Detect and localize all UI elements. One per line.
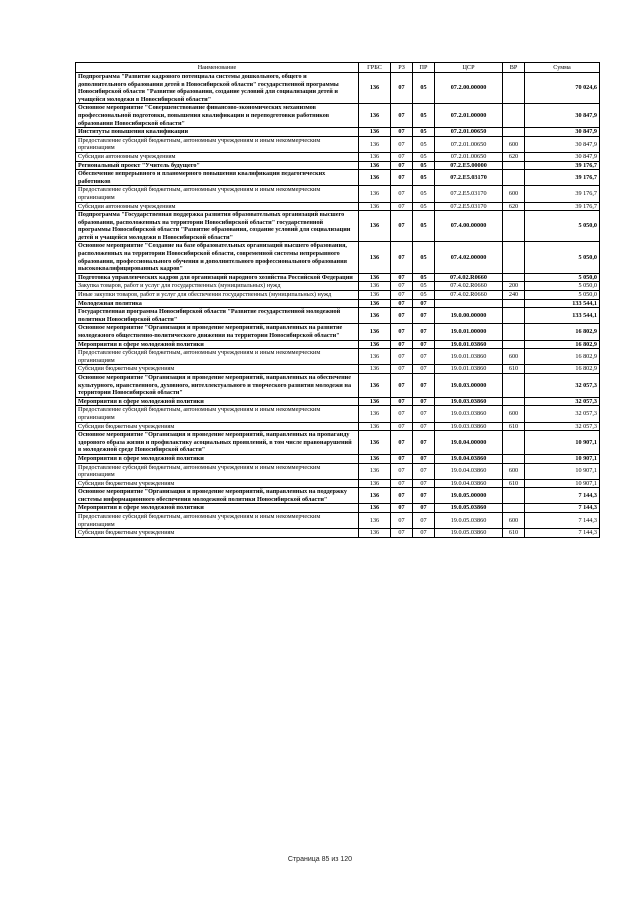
cell-name: Региональный проект "Учитель будущего" <box>76 161 359 170</box>
cell-csr: 19.0.03.03860 <box>435 406 503 422</box>
header-name: Наименование <box>76 63 359 73</box>
cell-pr: 07 <box>413 365 435 374</box>
table-row <box>76 406 600 422</box>
cell-name: Субсидии автономным учреждениям <box>76 152 359 161</box>
cell-csr: 07.4.00.00000 <box>435 211 503 242</box>
cell-csr: 07.2.E5.00000 <box>435 161 503 170</box>
cell-grbs: 136 <box>359 365 391 374</box>
table-row <box>76 211 600 242</box>
cell-grbs: 136 <box>359 128 391 137</box>
cell-vr <box>503 161 525 170</box>
cell-sum: 7 144,3 <box>525 504 600 513</box>
cell-vr <box>503 373 525 397</box>
cell-name: Субсидии бюджетным учреждениям <box>76 365 359 374</box>
cell-sum: 30 847,9 <box>525 152 600 161</box>
cell-rz: 07 <box>391 324 413 340</box>
table-row <box>76 152 600 161</box>
cell-name: Предоставление субсидий бюджетным, автономным учреждениям и иным некоммерческим организациям <box>76 186 359 202</box>
cell-name: Мероприятия в сфере молодежной политики <box>76 454 359 463</box>
cell-csr: 19.0.03.00000 <box>435 373 503 397</box>
cell-pr: 05 <box>413 186 435 202</box>
cell-vr <box>503 488 525 504</box>
cell-csr: 19.0.01.03860 <box>435 349 503 365</box>
cell-name: Иные закупки товаров, работ и услуг для обеспечения государственных (муниципальных) нужд <box>76 291 359 300</box>
cell-csr: 07.4.02.00000 <box>435 242 503 273</box>
cell-csr: 19.0.05.03860 <box>435 513 503 529</box>
cell-csr: 19.0.04.03860 <box>435 479 503 488</box>
table-row <box>76 340 600 349</box>
cell-grbs: 136 <box>359 161 391 170</box>
cell-csr: 19.0.04.03860 <box>435 463 503 479</box>
cell-pr: 07 <box>413 340 435 349</box>
cell-vr: 600 <box>503 406 525 422</box>
cell-grbs: 136 <box>359 211 391 242</box>
cell-pr: 05 <box>413 202 435 211</box>
table-row <box>76 529 600 538</box>
table-row <box>76 170 600 186</box>
cell-name: Субсидии бюджетным учреждениям <box>76 422 359 431</box>
cell-sum: 32 057,3 <box>525 397 600 406</box>
cell-name: Подпрограмма "Развитие кадрового потенциала системы дошкольного, общего и дополнительного образования детей в Новосибирской области" государственной программы Новосибирской области "Развитие образования, создание условий для социализации детей и учащейся молодежи в Новосибирской области" <box>76 73 359 104</box>
cell-sum: 32 057,3 <box>525 422 600 431</box>
cell-name: Основное мероприятие "Организация и проведение мероприятий, направленных на обеспечение культурного, нравственного, духовного, интеллектуального и творческого развития молодежи на территории Новосибирской области" <box>76 373 359 397</box>
cell-csr: 19.0.05.00000 <box>435 488 503 504</box>
cell-rz: 07 <box>391 373 413 397</box>
cell-sum: 32 057,3 <box>525 406 600 422</box>
cell-grbs: 136 <box>359 202 391 211</box>
cell-csr: 07.4.02.R0660 <box>435 291 503 300</box>
cell-vr <box>503 324 525 340</box>
cell-rz: 07 <box>391 104 413 128</box>
cell-sum: 39 176,7 <box>525 170 600 186</box>
table-row <box>76 373 600 397</box>
page-footer: Страница 85 из 120 <box>287 856 353 863</box>
cell-grbs: 136 <box>359 397 391 406</box>
cell-pr: 07 <box>413 431 435 455</box>
cell-name: Основное мероприятие "Организация и проведение мероприятий, направленных на поддержку системы информационного обеспечения молодежной политики Новосибирской области" <box>76 488 359 504</box>
cell-name: Предоставление субсидий бюджетным, автономным учреждениям и иным некоммерческим организациям <box>76 349 359 365</box>
cell-grbs: 136 <box>359 431 391 455</box>
cell-rz: 07 <box>391 504 413 513</box>
table-row <box>76 454 600 463</box>
cell-rz: 07 <box>391 211 413 242</box>
cell-name: Институты повышения квалификации <box>76 128 359 137</box>
cell-vr <box>503 340 525 349</box>
cell-csr: 07.2.01.00650 <box>435 152 503 161</box>
cell-sum: 10 907,1 <box>525 454 600 463</box>
cell-pr: 07 <box>413 513 435 529</box>
cell-pr: 07 <box>413 529 435 538</box>
cell-pr: 07 <box>413 397 435 406</box>
cell-sum: 5 050,0 <box>525 291 600 300</box>
cell-sum: 5 050,0 <box>525 242 600 273</box>
cell-sum: 133 544,1 <box>525 299 600 308</box>
cell-rz: 07 <box>391 202 413 211</box>
cell-rz: 07 <box>391 282 413 291</box>
cell-sum: 10 907,1 <box>525 431 600 455</box>
table-row <box>76 513 600 529</box>
cell-vr: 620 <box>503 202 525 211</box>
cell-pr: 07 <box>413 463 435 479</box>
cell-vr: 610 <box>503 422 525 431</box>
cell-pr: 07 <box>413 308 435 324</box>
table-row <box>76 488 600 504</box>
cell-name: Основное мероприятие "Организация и проведение мероприятий, направленных на пропаганду здорового образа жизни и профилактику асоциальных проявлений, в том числе правонарушений в молодежной среде Новосибирской области" <box>76 431 359 455</box>
cell-name: Основное мероприятие "Создание на базе образовательных организаций высшего образования, расположенных на территории Новосибирской области, современной системы непрерывного образования, профессионального обучения и дополнительного профессионального образования высококвалифицированных кадров" <box>76 242 359 273</box>
cell-grbs: 136 <box>359 273 391 282</box>
cell-rz: 07 <box>391 340 413 349</box>
cell-name: Субсидии автономным учреждениям <box>76 202 359 211</box>
table-row <box>76 73 600 104</box>
cell-vr: 600 <box>503 513 525 529</box>
table-row <box>76 299 600 308</box>
table-row <box>76 136 600 152</box>
cell-grbs: 136 <box>359 104 391 128</box>
cell-vr <box>503 431 525 455</box>
cell-grbs: 136 <box>359 340 391 349</box>
cell-pr: 07 <box>413 406 435 422</box>
cell-vr <box>503 454 525 463</box>
cell-vr <box>503 73 525 104</box>
table-row <box>76 349 600 365</box>
table-row <box>76 431 600 455</box>
cell-rz: 07 <box>391 291 413 300</box>
cell-name: Мероприятия в сфере молодежной политики <box>76 504 359 513</box>
cell-csr: 19.0.04.00000 <box>435 431 503 455</box>
cell-vr: 610 <box>503 529 525 538</box>
cell-rz: 07 <box>391 397 413 406</box>
cell-vr: 600 <box>503 463 525 479</box>
table-row <box>76 128 600 137</box>
cell-rz: 07 <box>391 299 413 308</box>
cell-sum: 133 544,1 <box>525 308 600 324</box>
table-row <box>76 186 600 202</box>
cell-sum: 16 802,9 <box>525 349 600 365</box>
cell-grbs: 136 <box>359 291 391 300</box>
cell-name: Обеспечение непрерывного и планомерного повышения квалификации педагогических работников <box>76 170 359 186</box>
table-header-row <box>76 63 600 73</box>
cell-rz: 07 <box>391 170 413 186</box>
table-row <box>76 161 600 170</box>
cell-sum: 30 847,9 <box>525 128 600 137</box>
cell-pr: 05 <box>413 291 435 300</box>
header-rz: РЗ <box>391 63 413 73</box>
cell-name: Молодежная политика <box>76 299 359 308</box>
cell-vr <box>503 273 525 282</box>
cell-sum: 30 847,9 <box>525 136 600 152</box>
cell-pr: 07 <box>413 299 435 308</box>
cell-vr <box>503 504 525 513</box>
cell-rz: 07 <box>391 161 413 170</box>
cell-name: Предоставление субсидий бюджетным, автономным учреждениям и иным некоммерческим организациям <box>76 513 359 529</box>
cell-rz: 07 <box>391 128 413 137</box>
cell-grbs: 136 <box>359 513 391 529</box>
cell-sum: 30 847,9 <box>525 104 600 128</box>
cell-csr: 19.0.01.00000 <box>435 324 503 340</box>
cell-name: Подпрограмма "Государственная поддержка развития образовательных организаций высшего образования, расположенных на территории Новосибирской области" государственной программы Новосибирской области "Развитие образования, создание условий для социализации детей и учащейся молодежи в Новосибирской области" <box>76 211 359 242</box>
cell-pr: 05 <box>413 170 435 186</box>
cell-name: Предоставление субсидий бюджетным, автономным учреждениям и иным некоммерческим организациям <box>76 136 359 152</box>
table-row <box>76 291 600 300</box>
cell-vr: 610 <box>503 479 525 488</box>
cell-rz: 07 <box>391 479 413 488</box>
cell-pr: 07 <box>413 488 435 504</box>
cell-sum: 7 144,3 <box>525 529 600 538</box>
cell-csr: 19.0.01.03860 <box>435 340 503 349</box>
table-row <box>76 273 600 282</box>
cell-sum: 16 802,9 <box>525 340 600 349</box>
cell-grbs: 136 <box>359 479 391 488</box>
cell-grbs: 136 <box>359 242 391 273</box>
cell-sum: 39 176,7 <box>525 186 600 202</box>
cell-pr: 07 <box>413 324 435 340</box>
cell-csr: 19.0.03.03860 <box>435 422 503 431</box>
cell-grbs: 136 <box>359 308 391 324</box>
cell-grbs: 136 <box>359 186 391 202</box>
cell-grbs: 136 <box>359 406 391 422</box>
cell-grbs: 136 <box>359 529 391 538</box>
cell-rz: 07 <box>391 73 413 104</box>
cell-rz: 07 <box>391 273 413 282</box>
header-pr: ПР <box>413 63 435 73</box>
cell-rz: 07 <box>391 186 413 202</box>
table-body <box>76 73 600 538</box>
cell-pr: 05 <box>413 136 435 152</box>
cell-grbs: 136 <box>359 324 391 340</box>
cell-name: Мероприятия в сфере молодежной политики <box>76 397 359 406</box>
table-row <box>76 308 600 324</box>
cell-grbs: 136 <box>359 422 391 431</box>
cell-csr: 07.2.E5.03170 <box>435 202 503 211</box>
cell-rz: 07 <box>391 463 413 479</box>
cell-csr: 07.2.01.00650 <box>435 128 503 137</box>
table-row <box>76 242 600 273</box>
cell-pr: 07 <box>413 479 435 488</box>
cell-csr: 07.4.02.R0660 <box>435 273 503 282</box>
cell-sum: 16 802,9 <box>525 324 600 340</box>
cell-vr <box>503 299 525 308</box>
cell-rz: 07 <box>391 431 413 455</box>
cell-pr: 05 <box>413 152 435 161</box>
cell-rz: 07 <box>391 152 413 161</box>
cell-csr: 19.0.04.03860 <box>435 454 503 463</box>
cell-sum: 7 144,3 <box>525 513 600 529</box>
cell-vr <box>503 211 525 242</box>
header-csr: ЦСР <box>435 63 503 73</box>
cell-pr: 05 <box>413 104 435 128</box>
cell-csr: 19.0.05.03860 <box>435 504 503 513</box>
cell-rz: 07 <box>391 406 413 422</box>
table-row <box>76 282 600 291</box>
cell-vr: 610 <box>503 365 525 374</box>
cell-name: Закупка товаров, работ и услуг для государственных (муниципальных) нужд <box>76 282 359 291</box>
cell-rz: 07 <box>391 454 413 463</box>
table-row <box>76 104 600 128</box>
cell-vr <box>503 170 525 186</box>
cell-vr <box>503 128 525 137</box>
cell-csr <box>435 299 503 308</box>
cell-sum: 7 144,3 <box>525 488 600 504</box>
cell-csr: 07.2.01.00650 <box>435 136 503 152</box>
table-row <box>76 504 600 513</box>
cell-grbs: 136 <box>359 170 391 186</box>
cell-vr: 600 <box>503 186 525 202</box>
cell-name: Подготовка управленческих кадров для организаций народного хозяйства Российской Федерации <box>76 273 359 282</box>
header-vr: ВР <box>503 63 525 73</box>
cell-name: Основное мероприятие "Совершенствование финансово-экономических механизмов профессиональной подготовки, повышения квалификации и переподготовки работников образования Новосибирской области" <box>76 104 359 128</box>
cell-pr: 05 <box>413 128 435 137</box>
cell-pr: 05 <box>413 161 435 170</box>
table-row <box>76 463 600 479</box>
cell-sum: 39 176,7 <box>525 161 600 170</box>
header-sum: Сумма <box>525 63 600 73</box>
cell-csr: 07.4.02.R0660 <box>435 282 503 291</box>
cell-rz: 07 <box>391 242 413 273</box>
cell-vr <box>503 242 525 273</box>
cell-csr: 07.2.00.00000 <box>435 73 503 104</box>
cell-vr: 600 <box>503 349 525 365</box>
cell-rz: 07 <box>391 308 413 324</box>
cell-grbs: 136 <box>359 488 391 504</box>
cell-csr: 19.0.01.03860 <box>435 365 503 374</box>
cell-pr: 05 <box>413 73 435 104</box>
cell-csr: 07.2.E5.03170 <box>435 170 503 186</box>
cell-pr: 07 <box>413 349 435 365</box>
cell-name: Субсидии бюджетным учреждениям <box>76 479 359 488</box>
cell-rz: 07 <box>391 365 413 374</box>
cell-sum: 70 024,6 <box>525 73 600 104</box>
cell-name: Субсидии бюджетным учреждениям <box>76 529 359 538</box>
cell-sum: 10 907,1 <box>525 463 600 479</box>
table-row <box>76 324 600 340</box>
cell-name: Мероприятия в сфере молодежной политики <box>76 340 359 349</box>
cell-name: Государственная программа Новосибирской области "Развитие государственной молодежной политики Новосибирской области" <box>76 308 359 324</box>
cell-pr: 05 <box>413 282 435 291</box>
cell-pr: 07 <box>413 422 435 431</box>
cell-vr: 240 <box>503 291 525 300</box>
cell-grbs: 136 <box>359 73 391 104</box>
cell-name: Предоставление субсидий бюджетным, автономным учреждениям и иным некоммерческим организациям <box>76 406 359 422</box>
cell-grbs: 136 <box>359 136 391 152</box>
budget-table <box>75 62 600 538</box>
cell-grbs: 136 <box>359 504 391 513</box>
table-row <box>76 422 600 431</box>
cell-rz: 07 <box>391 488 413 504</box>
cell-sum: 16 802,9 <box>525 365 600 374</box>
cell-grbs: 136 <box>359 299 391 308</box>
table-row <box>76 479 600 488</box>
cell-sum: 39 176,7 <box>525 202 600 211</box>
cell-rz: 07 <box>391 136 413 152</box>
cell-vr <box>503 104 525 128</box>
cell-rz: 07 <box>391 349 413 365</box>
cell-grbs: 136 <box>359 152 391 161</box>
cell-sum: 10 907,1 <box>525 479 600 488</box>
header-grbs: ГРБС <box>359 63 391 73</box>
cell-vr: 600 <box>503 136 525 152</box>
cell-sum: 5 050,0 <box>525 282 600 291</box>
cell-name: Основное мероприятие "Организация и проведение мероприятий, направленных на развитие молодежного общественно-политического движения на территории Новосибирской области" <box>76 324 359 340</box>
cell-pr: 05 <box>413 273 435 282</box>
cell-grbs: 136 <box>359 349 391 365</box>
cell-name: Предоставление субсидий бюджетным, автономным учреждениям и иным некоммерческим организациям <box>76 463 359 479</box>
cell-grbs: 136 <box>359 463 391 479</box>
cell-pr: 05 <box>413 242 435 273</box>
cell-pr: 05 <box>413 211 435 242</box>
cell-csr: 19.0.05.03860 <box>435 529 503 538</box>
table-row <box>76 365 600 374</box>
cell-pr: 07 <box>413 373 435 397</box>
cell-vr: 620 <box>503 152 525 161</box>
table-row <box>76 397 600 406</box>
cell-pr: 07 <box>413 504 435 513</box>
cell-csr: 07.2.01.00000 <box>435 104 503 128</box>
cell-csr: 19.0.00.00000 <box>435 308 503 324</box>
cell-sum: 5 050,0 <box>525 273 600 282</box>
cell-csr: 19.0.03.03860 <box>435 397 503 406</box>
cell-vr <box>503 397 525 406</box>
cell-grbs: 136 <box>359 282 391 291</box>
cell-vr <box>503 308 525 324</box>
cell-csr: 07.2.E5.03170 <box>435 186 503 202</box>
cell-grbs: 136 <box>359 454 391 463</box>
cell-sum: 32 057,3 <box>525 373 600 397</box>
cell-rz: 07 <box>391 422 413 431</box>
cell-rz: 07 <box>391 513 413 529</box>
table-row <box>76 202 600 211</box>
cell-sum: 5 050,0 <box>525 211 600 242</box>
cell-pr: 07 <box>413 454 435 463</box>
cell-grbs: 136 <box>359 373 391 397</box>
cell-vr: 200 <box>503 282 525 291</box>
cell-rz: 07 <box>391 529 413 538</box>
